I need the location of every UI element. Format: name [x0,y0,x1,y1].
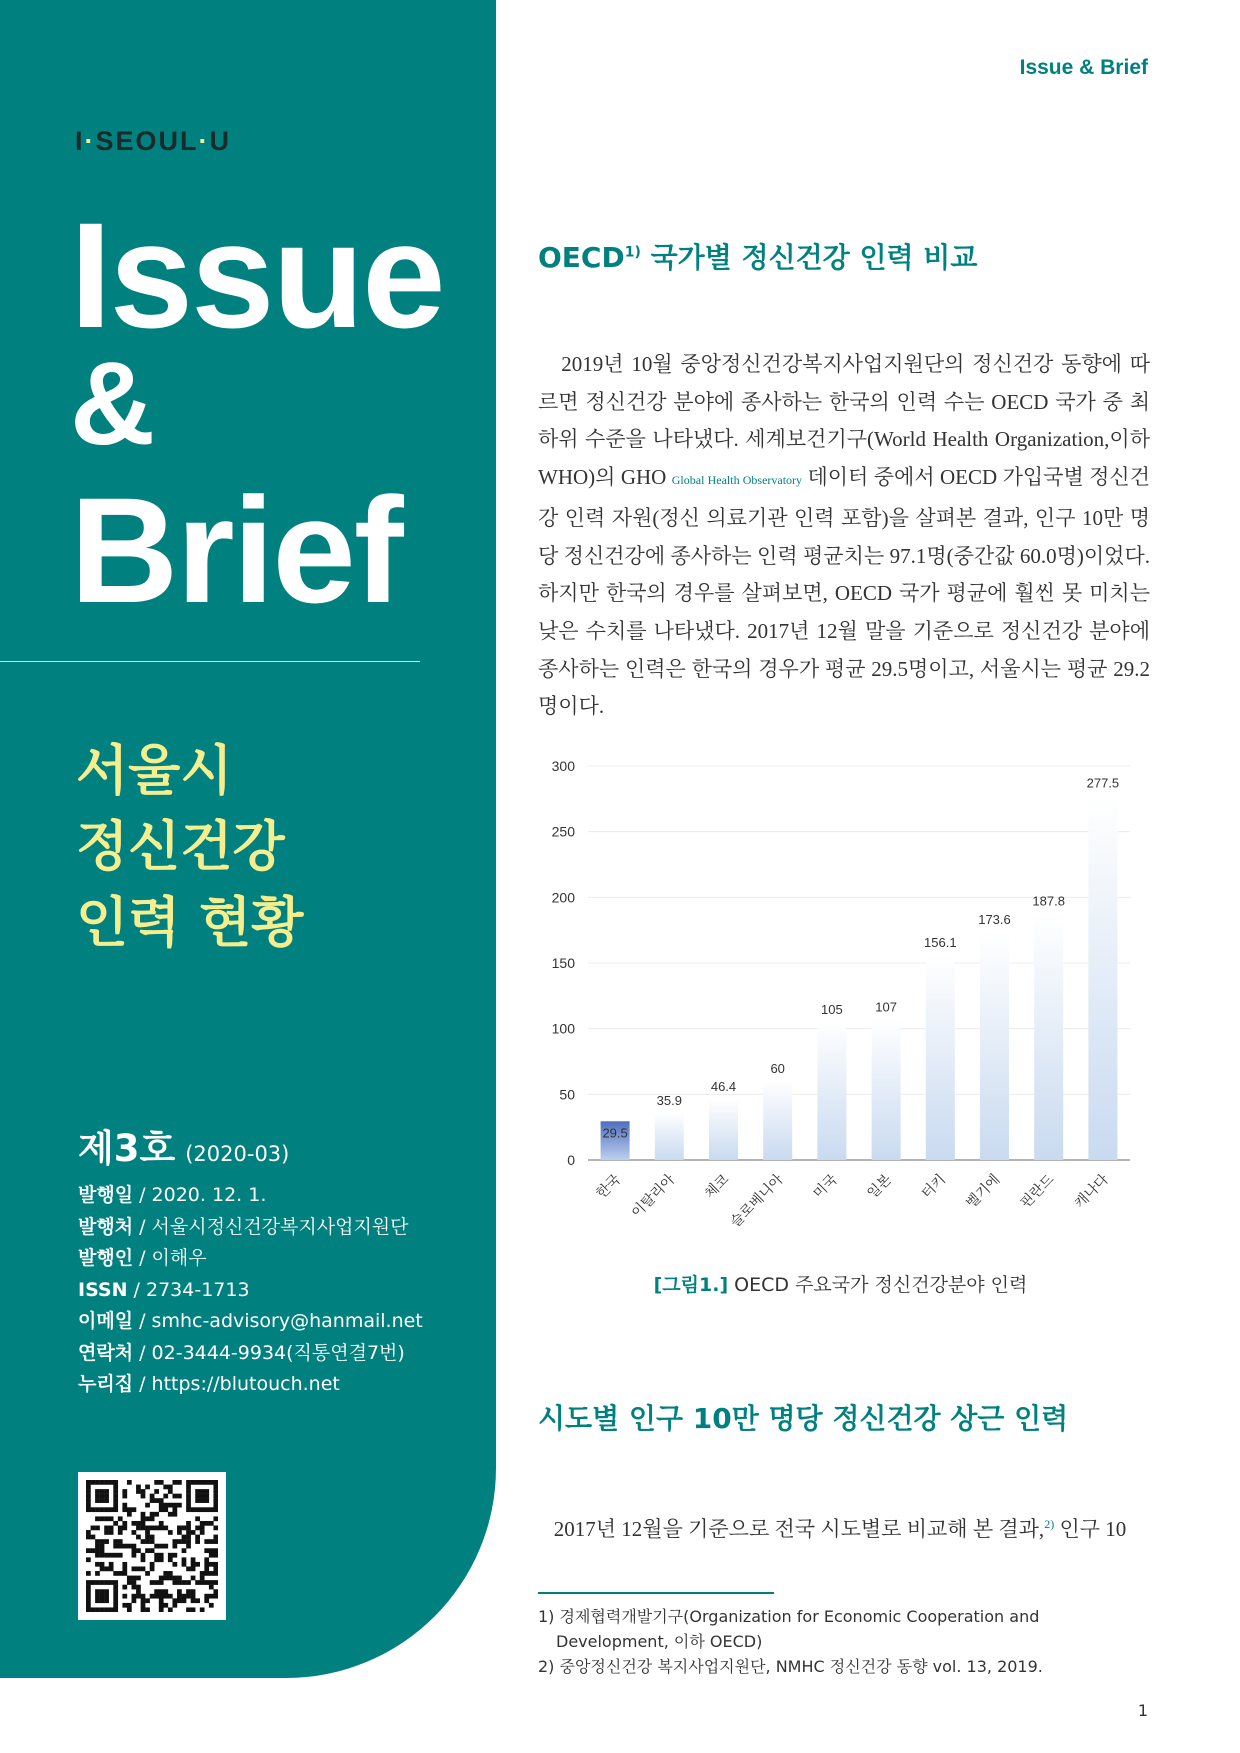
meta-row: 연락처 / 02-3444-9934(직통연결7번) [78,1341,405,1364]
footnote: 1) 경제협력개발기구(Organization for Economic Cooperation and Development, 이하 OECD) [538,1607,1040,1651]
bar-value-label: 173.6 [978,912,1011,928]
y-tick-label: 300 [551,758,575,774]
publication-info [78,1180,423,1401]
bar-value-label: 35.9 [656,1092,682,1108]
meta-row: 발행일 / 2020. 12. 1. [78,1184,267,1206]
y-tick-label: 100 [551,1020,575,1037]
figure-caption: [그림1.] OECD 주요국가 정신건강분야 인력 [653,1274,1028,1296]
cover-title-brief: Brief [70,466,402,634]
bar [980,932,1009,1160]
cover-panel [0,0,496,1678]
x-category-label: 체코 [701,1171,733,1202]
x-category-label: 일본 [864,1171,895,1202]
section-paragraph: 2019년 10월 중앙정신건강복지사업지원단의 정신건강 동향에 따르면 정신건강 분야에 종사하는 한국의 인력 수는 OECD 국가 중 최하위 수준을 나타냈다. 세계보건기구(World Health Organization,이하 WHO)의 GHO Global Health Observatory 데이터 중에서 OECD 가입국별 정신건강 인력 자원(정신 의료기관 인력 포함)을 살펴본 결과, 인구 10만 명당 정신건강에 종사하는 인력 평균치는 97.1명(중간값 60.0명)이었다. 하지만 한국의 경우를 살펴보면, OECD 국가 평균에 훨씬 못 미치는 낮은 수치를 나타냈다. 2017년 12월 말을 기준으로 정신건강 분야에 종사하는 인력은 한국의 경우가 평균 29.5명이고, 서울시는 평균 29.2명이다. [538,352,1151,719]
cover-divider [0,661,420,662]
oecd-bar-chart [535,752,1140,1252]
bar [817,1022,846,1160]
x-category-label: 슬로베니아 [727,1171,787,1231]
cover-title-issue: Issue [70,191,444,359]
x-category-label: 벨기에 [963,1171,1004,1212]
page-number: 1 [1137,1701,1148,1720]
section-paragraph: 2017년 12월을 기준으로 전국 시도별로 비교해 본 결과,$^{2)}$ 인구 10 [553,1517,1127,1541]
bar [1034,913,1063,1160]
bar-value-label: 107 [875,999,897,1015]
section-title-regional: 시도별 인구 10만 명당 정신건강 상근 인력 [538,1402,1069,1435]
bar [655,1113,684,1160]
meta-row-website[interactable]: 누리집 / https://blutouch.net [78,1373,340,1395]
x-category-label: 핀란드 [1017,1171,1058,1212]
bar-value-label: 277.5 [1086,775,1120,791]
x-category-label: 캐나다 [1071,1171,1112,1212]
bar-value-label: 187.8 [1032,893,1065,909]
footnote-divider [538,1592,774,1594]
bar-value-label: 29.5 [602,1125,628,1141]
x-category-label: 미국 [810,1171,841,1202]
meta-row: 발행처 / 서울시정신건강복지사업지원단 [78,1215,409,1238]
cover-subtitle: 서울시 정신건강 인력 현황 [76,739,304,954]
bar-value-label: 46.4 [710,1079,737,1095]
bar [1088,796,1117,1160]
y-tick-label: 200 [551,889,575,906]
y-tick-label: 250 [551,823,575,840]
seoul-logo: I·SEOUL·U [75,126,232,156]
issue-number: 제3호 (2020-03) [78,1127,290,1170]
bar [926,955,955,1160]
y-tick-label: 150 [551,955,575,971]
x-category-label: 터키 [918,1171,950,1202]
meta-row: 발행인 / 이해우 [78,1247,207,1269]
qr-code-icon [78,1472,226,1620]
bar-value-label: 156.1 [924,934,957,950]
section-title-oecd: OECD$^{1)}$ 국가별 정신건강 인력 비교 [538,241,978,274]
bar [763,1081,792,1160]
cover-title-ampersand: & [70,338,156,470]
bar-value-label: 105 [821,1002,843,1018]
header-tag: Issue & Brief [1019,56,1148,79]
bar [709,1099,738,1160]
y-tick-label: 50 [559,1086,575,1103]
y-tick-label: 0 [567,1152,575,1168]
footnotes [538,1604,1150,1679]
footnote: 2) 중앙정신건강 복지사업지원단, NMHC 정신건강 동향 vol. 13, 2019. [538,1657,1043,1676]
x-category-label: 한국 [593,1171,624,1202]
meta-row: ISSN / 2734-1713 [78,1278,250,1301]
x-category-label: 이탈리아 [628,1171,679,1222]
bar [872,1019,901,1160]
meta-row-email[interactable]: 이메일 / smhc-advisory@hanmail.net [78,1310,423,1332]
bar-value-label: 60 [770,1061,785,1077]
